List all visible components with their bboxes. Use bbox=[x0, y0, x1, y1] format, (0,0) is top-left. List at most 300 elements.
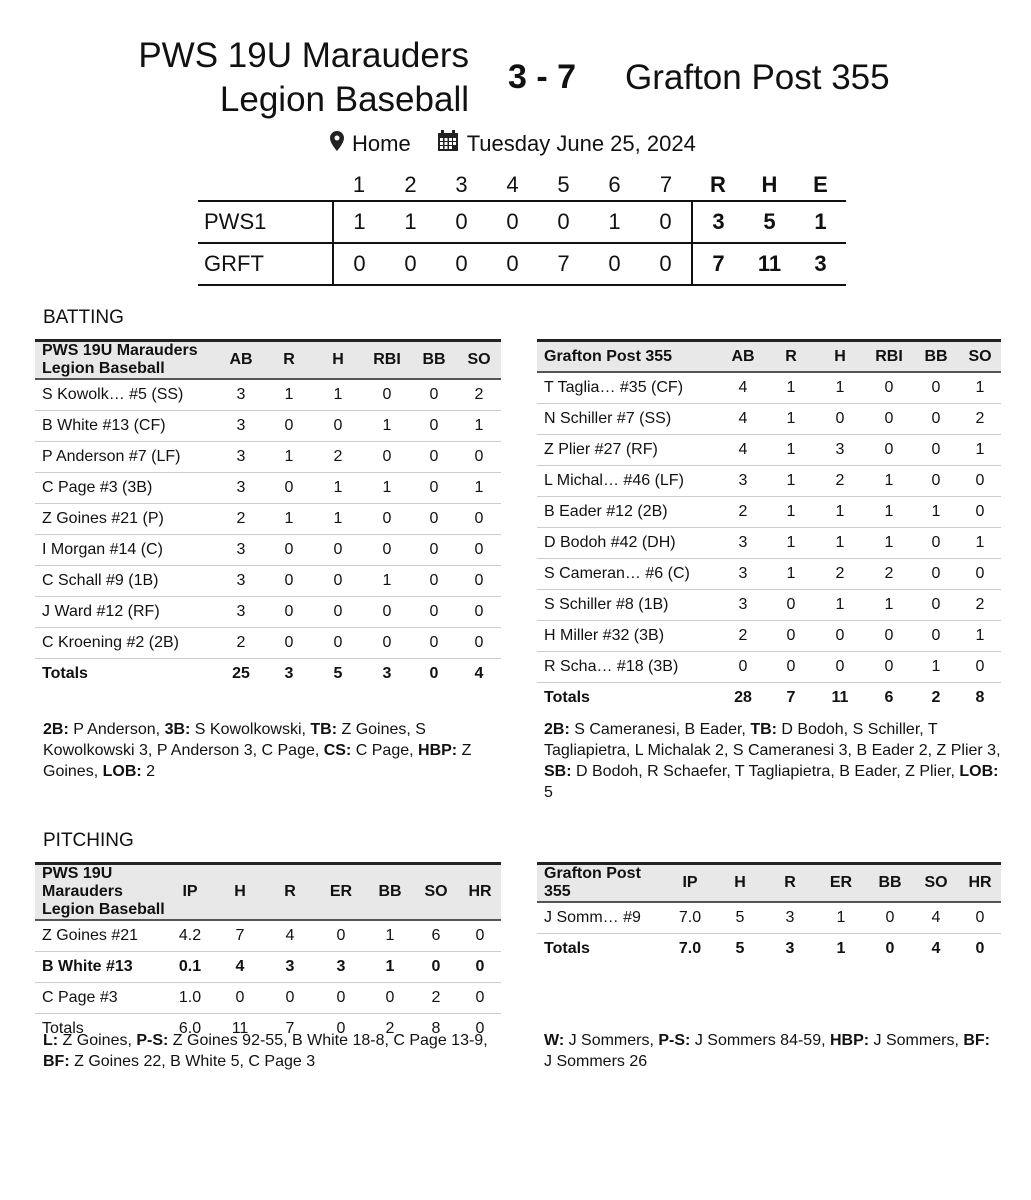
away-batting-column-header: R bbox=[785, 347, 797, 365]
home-pitching-total-stat: 7 bbox=[285, 1020, 295, 1037]
final-score: 3 - 7 bbox=[508, 58, 577, 96]
home-batting-stat: 2 bbox=[313, 442, 363, 473]
away-batting-stat: 2 bbox=[959, 590, 1001, 621]
away-batting-stat: 0 bbox=[767, 652, 815, 683]
home-pitching-stat: 0 bbox=[215, 983, 265, 1014]
note-value: J Sommers 84-59, bbox=[690, 1032, 830, 1049]
home-batting-table bbox=[35, 339, 501, 689]
home-batting-stat: 0 bbox=[363, 535, 411, 566]
note-value: S Kowolkowski, bbox=[190, 721, 311, 738]
away-batting-stat: 0 bbox=[865, 652, 913, 683]
away-batting-column-header: BB bbox=[924, 347, 948, 365]
home-team-name bbox=[9, 34, 469, 122]
away-batting-stat: 1 bbox=[815, 590, 865, 621]
home-batting-player-name: C Schall #9 (1B) bbox=[35, 566, 217, 597]
away-batting-stat: 2 bbox=[719, 497, 767, 528]
rhe-value: 5 bbox=[763, 209, 776, 234]
note-key: 3B: bbox=[164, 721, 191, 738]
away-batting-stat: 1 bbox=[959, 528, 1001, 559]
away-batting-column-header: RBI bbox=[875, 347, 903, 365]
away-batting-row bbox=[537, 497, 1001, 528]
home-batting-column-header: RBI bbox=[373, 351, 401, 368]
rhe-value: 7 bbox=[692, 243, 744, 285]
away-batting-row bbox=[537, 590, 1001, 621]
home-batting-total-stat: 4 bbox=[474, 665, 484, 682]
away-batting-total-stat: 2 bbox=[931, 689, 941, 706]
away-batting-player-name: R Scha… #18 (3B) bbox=[537, 652, 719, 683]
home-batting-totals-label: Totals bbox=[42, 665, 88, 682]
rhe-value: 3 bbox=[814, 251, 827, 276]
note-value: D Bodoh, R Schaefer, T Tagliapietra, B Eader, Z Plier, bbox=[571, 763, 960, 780]
away-pitching-table bbox=[537, 862, 1001, 964]
home-pitching-row bbox=[35, 952, 501, 983]
home-batting-stat: 0 bbox=[265, 473, 313, 504]
home-batting-stat: 0 bbox=[265, 597, 313, 628]
away-batting-row bbox=[537, 621, 1001, 652]
away-pitching-team-header: Grafton Post 355 bbox=[544, 865, 641, 900]
away-batting-stat: 0 bbox=[959, 466, 1001, 497]
away-batting-stat: 3 bbox=[719, 590, 767, 621]
home-batting-player-name: J Ward #12 (RF) bbox=[35, 597, 217, 628]
away-pitching-total-stat: 4 bbox=[931, 940, 941, 957]
away-batting-stat: 4 bbox=[719, 404, 767, 435]
home-batting-stat: 0 bbox=[363, 504, 411, 535]
away-batting-table bbox=[537, 339, 1001, 713]
away-batting-stat: 2 bbox=[815, 466, 865, 497]
home-batting-stat: 1 bbox=[265, 504, 313, 535]
inning-score: 0 bbox=[506, 251, 519, 276]
note-key: HBP: bbox=[418, 742, 458, 759]
note-key: CS: bbox=[323, 742, 352, 759]
away-batting-stat: 1 bbox=[815, 497, 865, 528]
away-batting-stat: 1 bbox=[959, 435, 1001, 466]
away-batting-stat: 1 bbox=[959, 372, 1001, 404]
home-batting-column-header: R bbox=[283, 351, 295, 368]
away-batting-stat: 0 bbox=[913, 466, 959, 497]
home-batting-stat: 0 bbox=[457, 597, 501, 628]
home-batting-stat: 3 bbox=[217, 566, 265, 597]
inning-score: 0 bbox=[455, 209, 468, 234]
home-batting-stat: 0 bbox=[411, 504, 457, 535]
away-batting-player-name: D Bodoh #42 (DH) bbox=[537, 528, 719, 559]
home-batting-stat: 0 bbox=[265, 628, 313, 659]
home-team-line2: Legion Baseball bbox=[219, 80, 469, 119]
away-pitching-total-stat: 5 bbox=[735, 940, 745, 957]
away-batting-stat: 2 bbox=[815, 559, 865, 590]
home-pitching-row bbox=[35, 920, 501, 952]
home-batting-row bbox=[35, 411, 501, 442]
home-batting-player-name: B White #13 (CF) bbox=[35, 411, 217, 442]
away-batting-stat: 1 bbox=[865, 590, 913, 621]
note-key: HBP: bbox=[829, 1032, 870, 1049]
away-batting-column-header: SO bbox=[968, 347, 992, 365]
away-pitching-column-header: IP bbox=[682, 874, 698, 891]
away-batting-stat: 0 bbox=[767, 590, 815, 621]
note-key: SB: bbox=[544, 763, 572, 780]
away-pitching-stat: 5 bbox=[715, 902, 765, 934]
home-pitching-totals-label: Totals bbox=[42, 1020, 84, 1037]
note-value: Z Goines, S Kowolkowski 3, P Anderson 3, C Page, bbox=[43, 721, 426, 759]
home-batting-column-header: BB bbox=[422, 351, 446, 368]
home-batting-stat: 2 bbox=[457, 379, 501, 411]
home-batting-player-name: I Morgan #14 (C) bbox=[35, 535, 217, 566]
away-batting-totals-row bbox=[537, 683, 1001, 714]
away-pitching-column-header: SO bbox=[924, 874, 948, 891]
away-batting-stat: 3 bbox=[719, 528, 767, 559]
rhe-value: 11 bbox=[757, 251, 782, 276]
note-value: J Sommers, bbox=[869, 1032, 964, 1049]
home-batting-stat: 1 bbox=[363, 473, 411, 504]
inning-score: 0 bbox=[557, 209, 570, 234]
away-batting-stat: 1 bbox=[767, 372, 815, 404]
note-value: J Sommers, bbox=[564, 1032, 659, 1049]
home-batting-stat: 0 bbox=[411, 411, 457, 442]
away-batting-row bbox=[537, 372, 1001, 404]
away-batting-stat: 2 bbox=[865, 559, 913, 590]
away-pitching-totals-row bbox=[537, 934, 1001, 965]
note-value: 5 bbox=[544, 784, 553, 801]
home-batting-total-stat: 0 bbox=[429, 665, 439, 682]
home-pitching-stat: 6 bbox=[413, 920, 459, 952]
away-batting-row bbox=[537, 559, 1001, 590]
home-pitching-total-stat: 6.0 bbox=[178, 1020, 202, 1037]
home-batting-stat: 0 bbox=[457, 566, 501, 597]
away-pitching-player-name: J Somm… #9 bbox=[537, 902, 665, 934]
note-key: W: bbox=[544, 1032, 565, 1049]
game-date: Tuesday June 25, 2024 bbox=[466, 131, 696, 156]
home-batting-stat: 3 bbox=[217, 597, 265, 628]
home-pitching-column-header: ER bbox=[329, 883, 353, 900]
home-pitching-notes bbox=[43, 1030, 513, 1072]
away-pitching-column-header: R bbox=[784, 874, 796, 891]
away-batting-player-name: T Taglia… #35 (CF) bbox=[537, 372, 719, 404]
away-pitching-total-stat: 0 bbox=[885, 940, 895, 957]
home-pitching-stat: 1 bbox=[367, 952, 413, 983]
home-pitching-stat: 0 bbox=[413, 952, 459, 983]
home-pitching-stat: 2 bbox=[413, 983, 459, 1014]
home-pitching-stat: 0 bbox=[265, 983, 315, 1014]
home-pitching-player-name: B White #13 bbox=[35, 952, 165, 983]
home-batting-stat: 1 bbox=[363, 566, 411, 597]
batting-section-title: BATTING bbox=[43, 307, 124, 328]
inning-score: 0 bbox=[404, 251, 417, 276]
home-pitching-column-header: H bbox=[234, 883, 246, 900]
away-pitching-header-row bbox=[537, 864, 1001, 903]
away-pitching-total-stat: 0 bbox=[975, 940, 985, 957]
home-pitching-stat: 1 bbox=[367, 920, 413, 952]
home-batting-stat: 0 bbox=[363, 379, 411, 411]
home-pitching-stat: 0.1 bbox=[165, 952, 215, 983]
note-value: Z Goines 22, B White 5, C Page 3 bbox=[69, 1053, 316, 1070]
note-key: BF: bbox=[963, 1032, 990, 1049]
note-value: D Bodoh, S Schiller, T Tagliapietra, L Michalak 2, S Cameranesi 3, B Eader 2, Z Plier 3, bbox=[544, 721, 1001, 759]
away-pitching-row bbox=[537, 902, 1001, 934]
away-batting-stat: 1 bbox=[767, 528, 815, 559]
away-batting-stat: 3 bbox=[815, 435, 865, 466]
away-pitching-stat: 4 bbox=[913, 902, 959, 934]
home-pitching-player-name: Z Goines #21 bbox=[35, 920, 165, 952]
home-batting-stat: 0 bbox=[265, 411, 313, 442]
away-batting-stat: 0 bbox=[913, 372, 959, 404]
away-batting-stat: 4 bbox=[719, 372, 767, 404]
away-batting-column-header: H bbox=[834, 347, 846, 365]
game-meta bbox=[330, 130, 696, 158]
linescore-team: GRFT bbox=[198, 243, 333, 285]
home-pitching-stat: 4 bbox=[215, 952, 265, 983]
note-value: Z Goines, bbox=[58, 1032, 137, 1049]
away-batting-stat: 3 bbox=[719, 466, 767, 497]
home-batting-notes bbox=[43, 719, 493, 782]
inning-score: 0 bbox=[455, 251, 468, 276]
linescore-row bbox=[198, 243, 846, 285]
linescore-team: PWS1 bbox=[198, 201, 333, 243]
away-pitching-column-header: ER bbox=[829, 874, 853, 891]
pitching-section-title: PITCHING bbox=[43, 830, 134, 851]
home-pitching-total-stat: 2 bbox=[385, 1020, 395, 1037]
rhe-value: 1 bbox=[814, 209, 827, 234]
note-key: LOB: bbox=[959, 763, 999, 780]
away-batting-player-name: S Cameran… #6 (C) bbox=[537, 559, 719, 590]
home-pitching-total-stat: 0 bbox=[336, 1020, 346, 1037]
away-team-name: Grafton Post 355 bbox=[625, 58, 890, 97]
away-batting-team-header: Grafton Post 355 bbox=[544, 347, 673, 365]
home-batting-stat: 1 bbox=[265, 379, 313, 411]
home-pitching-stat: 0 bbox=[459, 952, 501, 983]
inning-score: 0 bbox=[608, 251, 621, 276]
away-batting-stat: 3 bbox=[719, 559, 767, 590]
home-pitching-team-header: PWS 19U Marauders Legion Baseball bbox=[42, 865, 165, 918]
home-pitching-column-header: BB bbox=[378, 883, 402, 900]
away-batting-stat: 4 bbox=[719, 435, 767, 466]
home-pitching-stat: 7 bbox=[215, 920, 265, 952]
home-batting-header-row bbox=[35, 341, 501, 380]
home-batting-stat: 0 bbox=[313, 535, 363, 566]
home-pitching-column-header: SO bbox=[424, 883, 448, 900]
away-batting-stat: 0 bbox=[719, 652, 767, 683]
away-batting-stat: 1 bbox=[767, 497, 815, 528]
inning-header: 4 bbox=[506, 172, 519, 197]
home-batting-row bbox=[35, 535, 501, 566]
home-batting-player-name: C Kroening #2 (2B) bbox=[35, 628, 217, 659]
inning-score: 1 bbox=[608, 209, 621, 234]
away-batting-player-name: B Eader #12 (2B) bbox=[537, 497, 719, 528]
away-batting-stat: 1 bbox=[913, 652, 959, 683]
home-batting-stat: 0 bbox=[313, 628, 363, 659]
home-batting-stat: 3 bbox=[217, 379, 265, 411]
away-batting-player-name: L Michal… #46 (LF) bbox=[537, 466, 719, 497]
home-batting-stat: 0 bbox=[457, 535, 501, 566]
home-team-line1: PWS 19U Marauders bbox=[138, 36, 469, 75]
home-batting-stat: 0 bbox=[411, 597, 457, 628]
inning-score: 1 bbox=[404, 209, 417, 234]
away-batting-stat: 1 bbox=[767, 559, 815, 590]
note-key: TB: bbox=[750, 721, 777, 738]
inning-header: 3 bbox=[455, 172, 468, 197]
away-batting-total-stat: 11 bbox=[831, 689, 849, 706]
home-batting-stat: 0 bbox=[313, 566, 363, 597]
away-batting-header-row bbox=[537, 341, 1001, 373]
inning-header: 5 bbox=[557, 172, 570, 197]
away-pitching-stat: 0 bbox=[867, 902, 913, 934]
note-value: Z Goines 92-55, B White 18-8, C Page 13-9, bbox=[168, 1032, 488, 1049]
home-pitching-stat: 0 bbox=[315, 920, 367, 952]
note-key: TB: bbox=[310, 721, 338, 738]
inning-score: 0 bbox=[506, 209, 519, 234]
away-pitching-totals-label: Totals bbox=[544, 940, 590, 957]
away-batting-stat: 0 bbox=[865, 404, 913, 435]
away-batting-stat: 0 bbox=[959, 497, 1001, 528]
home-pitching-header-row bbox=[35, 864, 501, 921]
rhe-value: 3 bbox=[692, 201, 744, 243]
home-batting-total-stat: 3 bbox=[284, 665, 294, 682]
home-pitching-stat: 3 bbox=[315, 952, 367, 983]
note-key: 2B: bbox=[43, 721, 69, 738]
away-pitching-stat: 7.0 bbox=[665, 902, 715, 934]
inning-header: 6 bbox=[608, 172, 621, 197]
away-batting-player-name: Z Plier #27 (RF) bbox=[537, 435, 719, 466]
away-batting-player-name: N Schiller #7 (SS) bbox=[537, 404, 719, 435]
away-batting-stat: 0 bbox=[913, 590, 959, 621]
home-batting-stat: 0 bbox=[457, 442, 501, 473]
note-key: LOB: bbox=[102, 763, 142, 780]
away-batting-row bbox=[537, 466, 1001, 497]
home-pitching-column-header: HR bbox=[468, 883, 492, 900]
home-batting-player-name: S Kowolk… #5 (SS) bbox=[35, 379, 217, 411]
home-batting-stat: 0 bbox=[411, 379, 457, 411]
home-batting-stat: 0 bbox=[313, 411, 363, 442]
away-batting-stat: 1 bbox=[865, 497, 913, 528]
home-pitching-total-stat: 8 bbox=[431, 1020, 441, 1037]
away-pitching-notes bbox=[544, 1030, 994, 1072]
away-pitching-column-header: HR bbox=[968, 874, 992, 891]
errors-header: E bbox=[813, 172, 828, 197]
away-batting-stat: 1 bbox=[767, 466, 815, 497]
home-batting-column-header: SO bbox=[467, 351, 491, 368]
away-batting-stat: 0 bbox=[913, 528, 959, 559]
home-batting-stat: 0 bbox=[411, 473, 457, 504]
away-pitching-column-header: H bbox=[734, 874, 746, 891]
home-batting-stat: 1 bbox=[457, 411, 501, 442]
home-pitching-column-header: R bbox=[284, 883, 296, 900]
away-pitching-column-header: BB bbox=[878, 874, 902, 891]
home-batting-stat: 0 bbox=[411, 442, 457, 473]
line-score-table bbox=[198, 170, 846, 286]
away-batting-stat: 2 bbox=[959, 404, 1001, 435]
home-batting-stat: 0 bbox=[363, 442, 411, 473]
away-pitching-total-stat: 3 bbox=[785, 940, 795, 957]
away-batting-stat: 0 bbox=[865, 621, 913, 652]
home-pitching-column-header: IP bbox=[182, 883, 198, 900]
note-value: S Cameranesi, B Eader, bbox=[569, 721, 751, 738]
home-batting-stat: 3 bbox=[217, 535, 265, 566]
home-pitching-stat: 4.2 bbox=[165, 920, 215, 952]
away-batting-stat: 0 bbox=[913, 435, 959, 466]
away-batting-stat: 0 bbox=[815, 652, 865, 683]
inning-score: 0 bbox=[353, 251, 366, 276]
home-pitching-player-name: C Page #3 bbox=[35, 983, 165, 1014]
note-value: C Page, bbox=[351, 742, 419, 759]
home-batting-stat: 1 bbox=[457, 473, 501, 504]
inning-score: 7 bbox=[557, 251, 570, 276]
home-batting-stat: 1 bbox=[313, 379, 363, 411]
inning-score: 0 bbox=[659, 209, 672, 234]
home-pitching-stat: 0 bbox=[315, 983, 367, 1014]
away-batting-stat: 1 bbox=[815, 372, 865, 404]
home-batting-team-header: PWS 19U Marauders Legion Baseball bbox=[42, 342, 198, 377]
away-pitching-total-stat: 1 bbox=[836, 940, 846, 957]
home-batting-player-name: C Page #3 (3B) bbox=[35, 473, 217, 504]
home-batting-stat: 3 bbox=[217, 411, 265, 442]
away-batting-player-name: H Miller #32 (3B) bbox=[537, 621, 719, 652]
away-batting-stat: 0 bbox=[815, 621, 865, 652]
home-batting-stat: 0 bbox=[363, 597, 411, 628]
home-batting-row bbox=[35, 628, 501, 659]
note-value: P Anderson, bbox=[68, 721, 165, 738]
home-batting-stat: 0 bbox=[411, 535, 457, 566]
away-batting-stat: 1 bbox=[767, 404, 815, 435]
home-batting-row bbox=[35, 597, 501, 628]
inning-score: 1 bbox=[353, 209, 366, 234]
home-batting-column-header: AB bbox=[229, 351, 253, 368]
runs-header: R bbox=[710, 172, 726, 197]
away-batting-stat: 0 bbox=[815, 404, 865, 435]
away-batting-totals-label: Totals bbox=[544, 689, 590, 706]
away-batting-stat: 1 bbox=[865, 466, 913, 497]
home-batting-stat: 0 bbox=[411, 566, 457, 597]
away-batting-stat: 1 bbox=[767, 435, 815, 466]
home-batting-stat: 1 bbox=[265, 442, 313, 473]
home-batting-player-name: P Anderson #7 (LF) bbox=[35, 442, 217, 473]
away-batting-stat: 1 bbox=[815, 528, 865, 559]
home-batting-stat: 1 bbox=[363, 411, 411, 442]
map-pin-icon bbox=[330, 131, 344, 157]
home-batting-total-stat: 25 bbox=[232, 665, 250, 682]
home-batting-stat: 0 bbox=[265, 535, 313, 566]
home-batting-stat: 0 bbox=[363, 628, 411, 659]
home-batting-stat: 1 bbox=[313, 504, 363, 535]
away-batting-stat: 0 bbox=[865, 435, 913, 466]
note-value: 2 bbox=[141, 763, 156, 780]
away-batting-stat: 0 bbox=[865, 372, 913, 404]
home-batting-row bbox=[35, 473, 501, 504]
note-key: 2B: bbox=[544, 721, 570, 738]
linescore-row bbox=[198, 201, 846, 243]
away-pitching-total-stat: 7.0 bbox=[678, 940, 702, 957]
home-batting-stat: 0 bbox=[457, 628, 501, 659]
home-batting-total-stat: 5 bbox=[333, 665, 343, 682]
away-batting-total-stat: 6 bbox=[884, 689, 894, 706]
calendar-icon bbox=[437, 130, 459, 158]
away-batting-total-stat: 8 bbox=[975, 689, 985, 706]
note-key: P-S: bbox=[658, 1032, 691, 1049]
inning-score: 0 bbox=[659, 251, 672, 276]
away-batting-stat: 0 bbox=[959, 559, 1001, 590]
home-batting-stat: 0 bbox=[411, 628, 457, 659]
home-pitching-stat: 3 bbox=[265, 952, 315, 983]
home-pitching-stat: 0 bbox=[459, 920, 501, 952]
away-batting-stat: 0 bbox=[959, 652, 1001, 683]
home-batting-row bbox=[35, 442, 501, 473]
away-batting-stat: 0 bbox=[767, 621, 815, 652]
away-batting-stat: 1 bbox=[959, 621, 1001, 652]
hits-header: H bbox=[761, 172, 778, 197]
home-batting-stat: 0 bbox=[457, 504, 501, 535]
away-batting-stat: 1 bbox=[913, 497, 959, 528]
away-batting-total-stat: 7 bbox=[786, 689, 796, 706]
note-value: J Sommers 26 bbox=[544, 1053, 648, 1070]
home-pitching-stat: 1.0 bbox=[165, 983, 215, 1014]
home-batting-column-header: H bbox=[332, 351, 344, 368]
